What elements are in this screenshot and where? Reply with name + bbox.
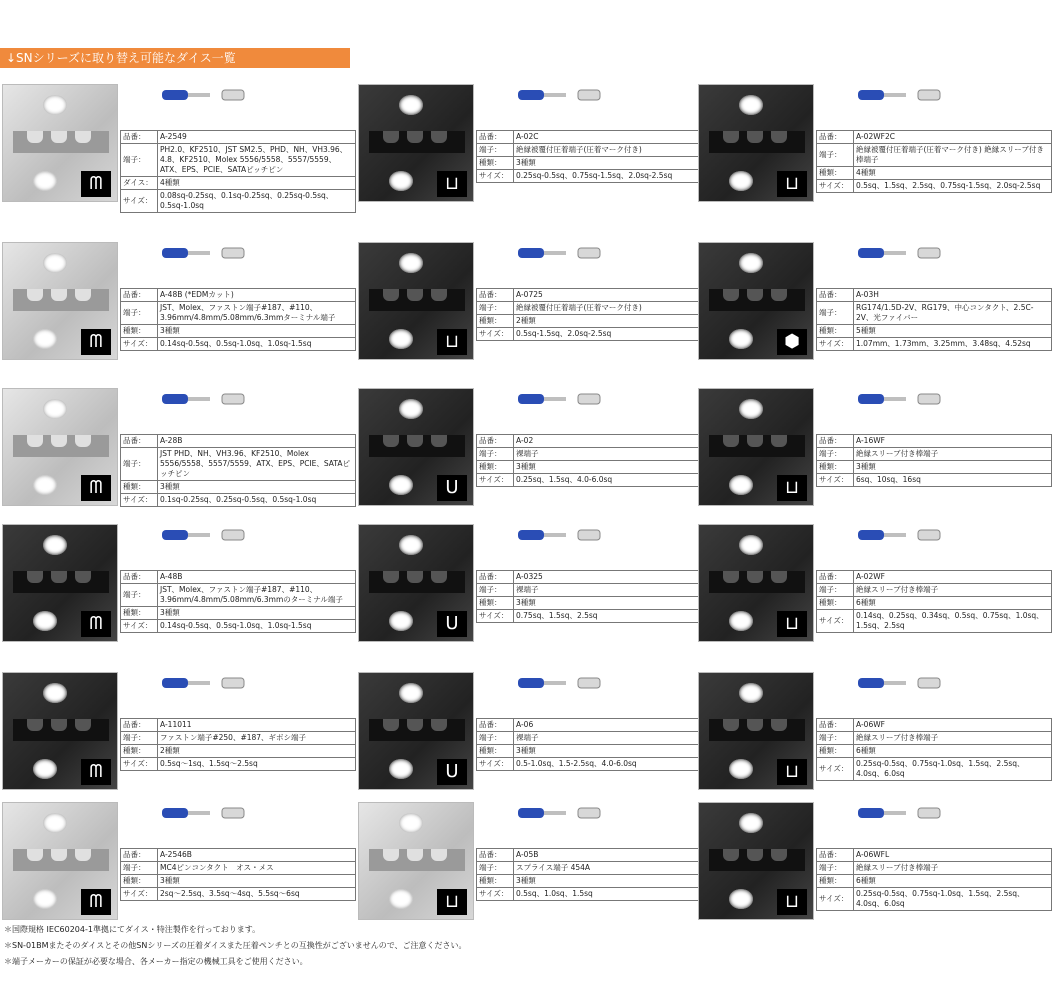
types-label: 種類：	[121, 745, 158, 758]
terminal-value: JST、Molex、ファストン端子#187、#110、3.96mm/4.8mm/5.08mm/6.3mmターミナル端子	[158, 302, 356, 325]
terminal-thumbnail	[122, 240, 302, 268]
part-label: 品番：	[817, 289, 854, 302]
terminal-label: 端子：	[477, 862, 514, 875]
terminal-icon	[122, 240, 302, 268]
die-profile-icon: ᗰ	[81, 889, 111, 915]
die-photo	[358, 242, 474, 360]
terminal-value: 絶縁スリーブ付き棒端子	[854, 584, 1052, 597]
spec-table	[476, 434, 712, 487]
terminal-thumbnail	[818, 522, 998, 550]
terminal-icon	[478, 522, 658, 550]
part-label: 品番：	[477, 131, 514, 144]
die-profile-icon: ⊔	[777, 171, 807, 197]
terminal-label: 端子：	[477, 732, 514, 745]
spec-table	[120, 434, 356, 507]
die-profile-icon: ⊔	[437, 889, 467, 915]
terminal-thumbnail	[478, 522, 658, 550]
types-label: 種類：	[477, 875, 514, 888]
terminal-thumbnail	[818, 800, 998, 828]
part-label: 品番：	[121, 435, 158, 448]
terminal-value: スプライス端子 454A	[514, 862, 712, 875]
die-profile-icon: ᗰ	[81, 475, 111, 501]
part-number: A-02C	[514, 131, 712, 144]
terminal-thumbnail	[122, 82, 302, 110]
types-label: 種類：	[477, 745, 514, 758]
part-label: 品番：	[477, 849, 514, 862]
terminal-thumbnail	[478, 386, 658, 414]
spec-table	[816, 288, 1052, 351]
terminal-label: 端子：	[817, 584, 854, 597]
size-label: サイズ：	[121, 888, 158, 901]
die-photo	[698, 388, 814, 506]
terminal-label: 端子：	[121, 732, 158, 745]
terminal-label: 端子：	[121, 144, 158, 177]
terminal-value: 絶縁スリーブ付き棒端子	[854, 862, 1052, 875]
terminal-thumbnail	[122, 386, 302, 414]
terminal-icon	[122, 82, 302, 110]
die-card	[358, 522, 658, 642]
die-card	[358, 386, 658, 506]
types-value: 3種類	[514, 461, 712, 474]
size-value: 0.25sq-0.5sq、0.75sq-1.0sq、1.5sq、2.5sq、4.0sq、6.0sq	[854, 758, 1052, 781]
terminal-icon	[122, 386, 302, 414]
spec-table	[120, 288, 356, 351]
die-photo	[2, 242, 118, 360]
size-label: サイズ：	[121, 758, 158, 771]
die-photo	[698, 242, 814, 360]
size-value: 0.5sq-1.5sq、2.0sq-2.5sq	[514, 328, 712, 341]
die-card	[358, 670, 658, 790]
part-number: A-06	[514, 719, 712, 732]
size-label: サイズ：	[477, 610, 514, 623]
terminal-label: 端子：	[817, 448, 854, 461]
terminal-label: 端子：	[477, 302, 514, 315]
types-label: 種類：	[817, 461, 854, 474]
types-value: 4種類	[854, 167, 1052, 180]
part-label: 品番：	[817, 719, 854, 732]
die-card	[698, 82, 1044, 202]
die-photo	[2, 524, 118, 642]
size-label: サイズ：	[121, 190, 158, 213]
size-label: サイズ：	[477, 758, 514, 771]
die-card	[698, 240, 1034, 360]
spec-table	[476, 848, 712, 901]
types-label: 種類：	[817, 167, 854, 180]
part-number: A-06WF	[854, 719, 1052, 732]
types-value: 3種類	[514, 597, 712, 610]
terminal-value: ファストン端子#250、#187、ギボシ端子	[158, 732, 356, 745]
size-label: サイズ：	[817, 888, 854, 911]
terminal-value: MC4ピンコンタクト オス・メス	[158, 862, 356, 875]
terminal-value: 絶縁スリーブ付き棒端子	[854, 448, 1052, 461]
die-photo	[358, 672, 474, 790]
terminal-value: 裸端子	[514, 732, 712, 745]
terminal-label: 端子：	[817, 732, 854, 745]
die-photo	[358, 84, 474, 202]
footer-note-2: ＊SN-01BMまたそのダイスとその他SNシリーズの圧着ダイスまた圧着ペンチとの互換性がございませんので、ご注意ください。	[4, 941, 467, 950]
terminal-thumbnail	[818, 240, 998, 268]
terminal-thumbnail	[818, 386, 998, 414]
spec-table	[120, 718, 356, 771]
types-label: 種類：	[121, 481, 158, 494]
die-profile-icon: U	[437, 759, 467, 785]
types-label: 種類：	[817, 875, 854, 888]
part-label: 品番：	[477, 571, 514, 584]
size-value: 6sq、10sq、16sq	[854, 474, 1052, 487]
die-card	[698, 386, 998, 506]
die-card	[698, 522, 1044, 642]
types-label: 種類：	[477, 157, 514, 170]
die-card	[358, 800, 658, 920]
terminal-label: 端子：	[121, 302, 158, 325]
terminal-icon	[818, 800, 998, 828]
spec-table	[120, 848, 356, 901]
part-number: A-03H	[854, 289, 1052, 302]
terminal-icon	[818, 670, 998, 698]
part-number: A-16WF	[854, 435, 1052, 448]
part-number: A-02WF	[854, 571, 1052, 584]
terminal-thumbnail	[122, 522, 302, 550]
spec-table	[476, 130, 712, 183]
part-number: A-2546B	[158, 849, 356, 862]
part-label: 品番：	[817, 849, 854, 862]
spec-table	[816, 434, 1052, 487]
size-label: サイズ：	[817, 474, 854, 487]
die-card	[2, 522, 343, 642]
die-profile-icon: ᗰ	[81, 611, 111, 637]
part-number: A-0325	[514, 571, 712, 584]
terminal-label: 端子：	[477, 144, 514, 157]
part-number: A-02WF2C	[854, 131, 1052, 144]
spec-table	[476, 288, 712, 341]
terminal-label: 端子：	[121, 584, 158, 607]
types-value: 6種類	[854, 745, 1052, 758]
terminal-icon	[818, 82, 998, 110]
types-value: 3種類	[514, 745, 712, 758]
spec-table	[816, 848, 1052, 911]
die-profile-icon: ⊔	[777, 611, 807, 637]
spec-table	[120, 570, 356, 633]
part-label: 品番：	[817, 131, 854, 144]
terminal-thumbnail	[478, 240, 658, 268]
terminal-icon	[478, 386, 658, 414]
size-label: サイズ：	[477, 170, 514, 183]
footer-note-1: ＊国際規格 IEC60204-1準拠にてダイス・特注製作を行っております。	[4, 925, 261, 934]
part-number: A-05B	[514, 849, 712, 862]
types-label: 種類：	[817, 745, 854, 758]
part-number: A-2549	[158, 131, 356, 144]
size-label: サイズ：	[817, 338, 854, 351]
types-label: 種類：	[121, 607, 158, 620]
spec-table	[816, 130, 1052, 193]
types-value: 6種類	[854, 875, 1052, 888]
terminal-label: 端子：	[477, 584, 514, 597]
size-label: サイズ：	[477, 328, 514, 341]
part-label: 品番：	[121, 289, 158, 302]
die-photo	[358, 524, 474, 642]
die-profile-icon: U	[437, 611, 467, 637]
size-value: 0.5sq、1.0sq、1.5sq	[514, 888, 712, 901]
types-value: 3種類	[158, 481, 356, 494]
size-label: サイズ：	[477, 474, 514, 487]
part-number: A-11011	[158, 719, 356, 732]
die-photo	[358, 388, 474, 506]
terminal-icon	[478, 240, 658, 268]
types-label: 種類：	[121, 325, 158, 338]
types-value: 5種類	[854, 325, 1052, 338]
die-profile-icon: ᗰ	[81, 329, 111, 355]
types-value: 3種類	[158, 875, 356, 888]
types-value: 4種類	[158, 177, 356, 190]
types-label: 種類：	[817, 325, 854, 338]
types-label: 種類：	[477, 597, 514, 610]
die-photo	[2, 672, 118, 790]
terminal-thumbnail	[818, 82, 998, 110]
types-value: 3種類	[158, 325, 356, 338]
die-card	[2, 800, 302, 920]
size-value: 0.14sq-0.5sq、0.5sq-1.0sq、1.0sq-1.5sq	[158, 620, 356, 633]
part-label: 品番：	[817, 571, 854, 584]
terminal-label: 端子：	[817, 862, 854, 875]
size-value: 0.75sq、1.5sq、2.5sq	[514, 610, 712, 623]
die-card	[698, 800, 1025, 920]
types-value: 3種類	[854, 461, 1052, 474]
part-number: A-02	[514, 435, 712, 448]
terminal-value: JST、Molex、ファストン端子#187、#110、3.96mm/4.8mm/5.08mm/6.3mmのターミナル端子	[158, 584, 356, 607]
terminal-icon	[478, 800, 658, 828]
size-value: 0.14sq-0.5sq、0.5sq-1.0sq、1.0sq-1.5sq	[158, 338, 356, 351]
die-profile-icon: ⊔	[777, 889, 807, 915]
die-photo	[358, 802, 474, 920]
types-label: 種類：	[477, 461, 514, 474]
part-label: 品番：	[121, 131, 158, 144]
types-value: 2種類	[158, 745, 356, 758]
section-header: ↓SNシリーズに取り替え可能なダイス一覧	[0, 48, 350, 68]
terminal-thumbnail	[478, 800, 658, 828]
die-photo	[2, 388, 118, 506]
size-value: 0.25sq、1.5sq、4.0-6.0sq	[514, 474, 712, 487]
terminal-icon	[122, 800, 302, 828]
part-label: 品番：	[121, 571, 158, 584]
part-number: A-48B (*EDMカット)	[158, 289, 356, 302]
part-label: 品番：	[477, 435, 514, 448]
terminal-icon	[818, 240, 998, 268]
terminal-thumbnail	[122, 670, 302, 698]
terminal-value: JST PHD、NH、VH3.96、KF2510、Molex 5556/5558、5557/5559、ATX、EPS、PCIE、SATAピッチピン	[158, 448, 356, 481]
terminal-label: 端子：	[817, 302, 854, 325]
terminal-icon	[478, 82, 658, 110]
size-value: 0.1sq-0.25sq、0.25sq-0.5sq、0.5sq-1.0sq	[158, 494, 356, 507]
part-number: A-28B	[158, 435, 356, 448]
size-value: 1.07mm、1.73mm、3.25mm、3.48sq、4.52sq	[854, 338, 1052, 351]
die-card	[2, 670, 307, 790]
types-value: 3種類	[514, 157, 712, 170]
size-value: 0.5sq、1.5sq、2.5sq、0.75sq-1.5sq、2.0sq-2.5sq	[854, 180, 1052, 193]
terminal-icon	[818, 522, 998, 550]
die-photo	[698, 84, 814, 202]
size-value: 0.5sq〜1sq、1.5sq〜2.5sq	[158, 758, 356, 771]
terminal-value: RG174/1.5D-2V、RG179、中心コンタクト、2.5C-2V、光ファイバー	[854, 302, 1052, 325]
size-label: サイズ：	[477, 888, 514, 901]
die-profile-icon: U	[437, 475, 467, 501]
size-label: サイズ：	[121, 494, 158, 507]
die-photo	[2, 802, 118, 920]
die-photo	[698, 672, 814, 790]
size-label: サイズ：	[817, 610, 854, 633]
die-profile-icon: ⊔	[437, 329, 467, 355]
size-label: サイズ：	[817, 758, 854, 781]
die-card	[358, 82, 673, 202]
terminal-value: 絶縁スリーブ付き棒端子	[854, 732, 1052, 745]
die-profile-icon: ᗰ	[81, 759, 111, 785]
terminal-value: 絶縁被覆付圧着端子(圧着マーク付き) 絶縁スリーブ付き棒端子	[854, 144, 1052, 167]
terminal-icon	[478, 670, 658, 698]
die-profile-icon: ⊔	[437, 171, 467, 197]
spec-table	[816, 570, 1052, 633]
terminal-icon	[122, 670, 302, 698]
size-label: サイズ：	[121, 620, 158, 633]
die-profile-icon: ᗰ	[81, 171, 111, 197]
size-value: 0.25sq-0.5sq、0.75sq-1.5sq、2.0sq-2.5sq	[514, 170, 712, 183]
terminal-value: PH2.0、KF2510、JST SM2.5、PHD、NH、VH3.96、4.8、KF2510、Molex 5556/5558、5557/5559、ATX、EPS、PCIE、SATAピッチピン	[158, 144, 356, 177]
die-photo	[698, 524, 814, 642]
part-label: 品番：	[477, 289, 514, 302]
part-label: 品番：	[121, 719, 158, 732]
size-label: サイズ：	[121, 338, 158, 351]
terminal-value: 裸端子	[514, 448, 712, 461]
die-photo	[698, 802, 814, 920]
types-label: 種類：	[477, 315, 514, 328]
size-value: 0.5-1.0sq、1.5-2.5sq、4.0-6.0sq	[514, 758, 712, 771]
die-profile-icon: ⊔	[777, 759, 807, 785]
types-label: ダイス：	[121, 177, 158, 190]
types-label: 種類：	[121, 875, 158, 888]
size-value: 0.14sq、0.25sq、0.34sq、0.5sq、0.75sq、1.0sq、1.5sq、2.5sq	[854, 610, 1052, 633]
part-number: A-06WFL	[854, 849, 1052, 862]
part-number: A-0725	[514, 289, 712, 302]
terminal-value: 絶縁被覆付圧着端子(圧着マーク付き)	[514, 144, 712, 157]
terminal-value: 裸端子	[514, 584, 712, 597]
types-value: 2種類	[514, 315, 712, 328]
part-number: A-48B	[158, 571, 356, 584]
spec-table	[816, 718, 1052, 781]
terminal-thumbnail	[478, 670, 658, 698]
terminal-thumbnail	[122, 800, 302, 828]
part-label: 品番：	[817, 435, 854, 448]
terminal-label: 端子：	[121, 448, 158, 481]
types-label: 種類：	[817, 597, 854, 610]
types-value: 3種類	[514, 875, 712, 888]
terminal-value: 絶縁被覆付圧着端子(圧着マーク付き)	[514, 302, 712, 315]
types-value: 3種類	[158, 607, 356, 620]
terminal-thumbnail	[478, 82, 658, 110]
size-value: 2sq〜2.5sq、3.5sq〜4sq、5.5sq〜6sq	[158, 888, 356, 901]
terminal-label: 端子：	[817, 144, 854, 167]
terminal-label: 端子：	[477, 448, 514, 461]
die-profile-icon: ⊔	[777, 475, 807, 501]
part-label: 品番：	[121, 849, 158, 862]
die-profile-icon: ⬢	[777, 329, 807, 355]
footer-note-3: ＊端子メーカーの保証が必要な場合、各メーカー指定の機械工具をご使用ください。	[4, 957, 308, 966]
size-value: 0.25sq-0.5sq、0.75sq-1.0sq、1.5sq、2.5sq、4.0sq、6.0sq	[854, 888, 1052, 911]
types-value: 6種類	[854, 597, 1052, 610]
terminal-icon	[122, 522, 302, 550]
terminal-icon	[818, 386, 998, 414]
terminal-thumbnail	[818, 670, 998, 698]
part-label: 品番：	[477, 719, 514, 732]
die-card	[698, 670, 1025, 790]
terminal-label: 端子：	[121, 862, 158, 875]
die-card	[2, 82, 348, 210]
size-label: サイズ：	[817, 180, 854, 193]
size-value: 0.08sq-0.25sq、0.1sq-0.25sq、0.25sq-0.5sq、0.5sq-1.0sq	[158, 190, 356, 213]
spec-table	[476, 570, 712, 623]
spec-table	[120, 130, 356, 213]
die-card	[2, 240, 336, 360]
spec-table	[476, 718, 712, 771]
die-photo	[2, 84, 118, 202]
die-card	[2, 386, 350, 506]
die-card	[358, 240, 658, 360]
